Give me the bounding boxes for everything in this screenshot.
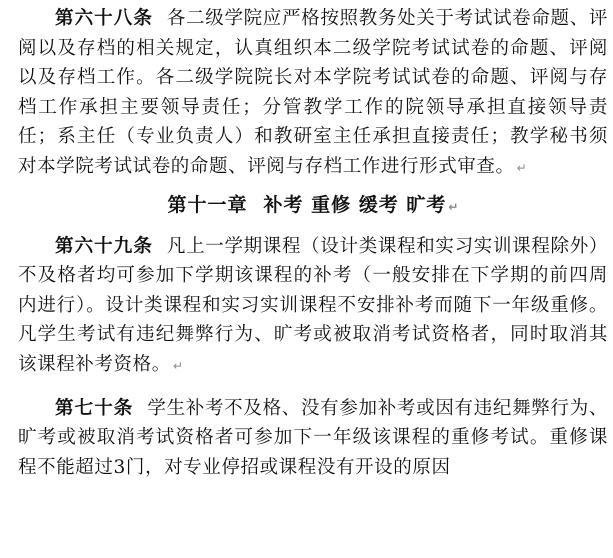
paragraph-mark-icon: ↵	[516, 160, 527, 175]
article-70-label: 第七十条	[55, 397, 134, 419]
article-68	[18, 2, 608, 184]
chapter-number: 第十一章	[167, 193, 248, 216]
article-69-label: 第六十九条	[55, 235, 153, 257]
article-70-text: 学生补考不及格、没有参加补考或因有违纪舞弊行为、旷考或被取消考试资格者可参加下一年级该课程的重修考试。重修课程不能超过3门，对专业停招或课程没有开设的原因	[18, 397, 608, 478]
chapter-heading	[18, 190, 608, 222]
article-70	[18, 392, 608, 483]
paragraph-mark-icon: ↵	[448, 199, 459, 214]
chapter-title: 补考 重修 缓考 旷考	[263, 193, 447, 216]
article-68-text: 各二级学院应严格按照教务处关于考试试卷命题、评阅以及存档的相关规定，认真组织本二级学院考试试卷的命题、评阅以及存档工作。各二级学院院长对本学院考试试卷的命题、评阅与存档工作承担主要领导责任；分管教学工作的院领导承担直接领导责任；系主任（专业负责人）和教研室主任承担直接责任；教学秘书须对本学院考试试卷的命题、评阅与存档工作进行形式审查。	[18, 8, 608, 177]
paragraph-mark-icon: ↵	[172, 358, 183, 373]
article-68-label: 第六十八条	[55, 8, 153, 29]
document-page	[18, 0, 608, 482]
article-69	[18, 230, 608, 382]
article-69-text: 凡上一学期课程（设计类课程和实习实训课程除外）不及格者均可参加下学期该课程的补考（一般安排在下学期的前四周内进行）。设计类课程和实习实训课程不安排补考而随下一年级重修。凡学生考试有违纪舞弊行为、旷考或被取消考试资格者，同时取消其该课程补考资格。	[18, 235, 608, 375]
